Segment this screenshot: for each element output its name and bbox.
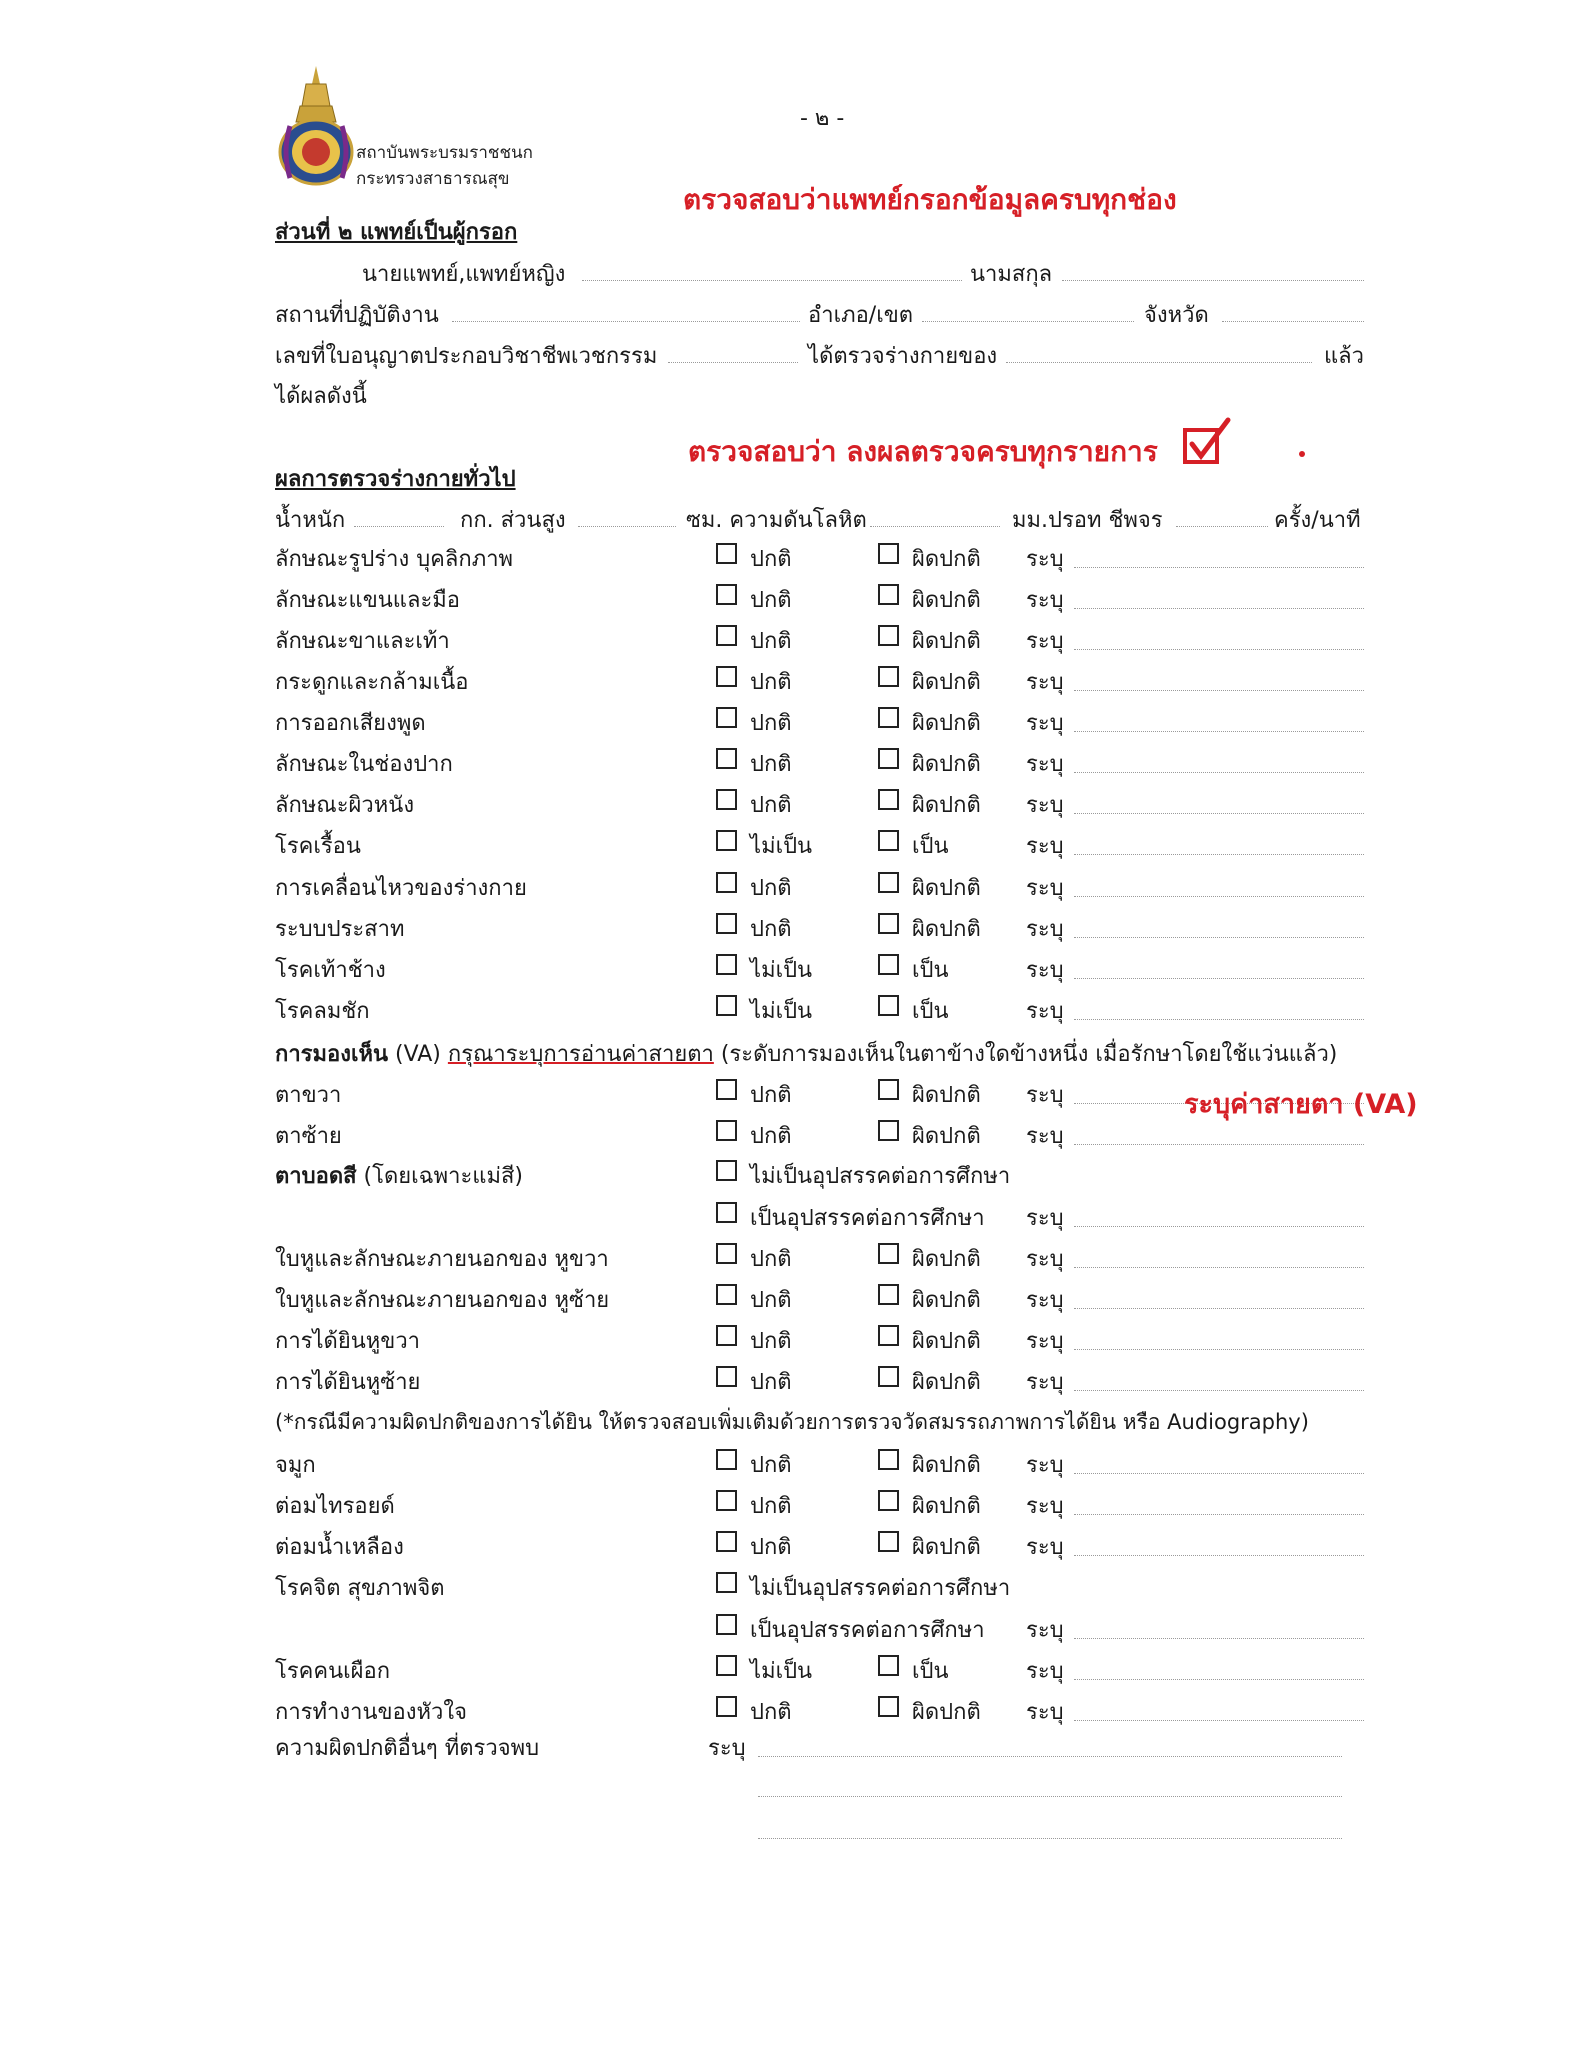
option-label-not-obstacle: ไม่เป็นอุปสรรคต่อการศึกษา	[750, 1164, 1011, 1189]
vision-note: (ระดับการมองเห็นในตาข้างใดข้างหนึ่ง เมื่อรักษาโดยใช้แว่นแล้ว)	[713, 1042, 1338, 1067]
item-label-bones-muscles: กระดูกและกล้ามเนื้อ	[275, 670, 469, 695]
item-label-hearing-right: การได้ยินหูขวา	[275, 1329, 421, 1354]
checkbox-obstacle-15[interactable]	[716, 1202, 737, 1223]
province-label: จังหวัด	[1144, 303, 1209, 328]
specify-field-right-ear[interactable]	[1074, 1267, 1364, 1268]
other-field-3[interactable]	[758, 1838, 1342, 1839]
option-label-normal: ปกติ	[750, 1083, 792, 1108]
option-label-normal: ปกติ	[750, 1329, 792, 1354]
district-field[interactable]	[922, 321, 1134, 322]
specify-label: ระบุ	[1026, 999, 1064, 1024]
item-label-heart: การทำงานของหัวใจ	[275, 1700, 467, 1725]
district-label: อำเภอ/เขต	[808, 303, 914, 328]
item-label-hearing-left: การได้ยินหูซ้าย	[275, 1370, 421, 1395]
checkbox-normal-speech[interactable]	[716, 707, 737, 728]
option-label-have: เป็น	[912, 958, 949, 983]
option-label-normal: ปกติ	[750, 1700, 792, 1725]
option-label-normal: ปกติ	[750, 876, 792, 901]
option-label-normal: ปกติ	[750, 752, 792, 777]
item-label-elephantiasis: โรคเท้าช้าง	[275, 958, 386, 983]
option-label-abnormal: ผิดปกติ	[912, 917, 981, 942]
checkbox-normal-hearing-right[interactable]	[716, 1325, 737, 1346]
item-label-albinism: โรคคนเผือก	[275, 1659, 391, 1684]
height-label: กก. ส่วนสูง	[460, 508, 566, 533]
option-label-abnormal: ผิดปกติ	[912, 670, 981, 695]
section2-title: ส่วนที่ ๒ แพทย์เป็นผู้กรอก	[275, 220, 518, 245]
other-field-2[interactable]	[758, 1796, 1342, 1797]
option-label-abnormal: ผิดปกติ	[912, 711, 981, 736]
option-label-normal: ปกติ	[750, 547, 792, 572]
license-field[interactable]	[668, 362, 798, 363]
specify-label: ระบุ	[1026, 629, 1064, 654]
option-label-abnormal: ผิดปกติ	[912, 752, 981, 777]
checkbox-normal-thyroid[interactable]	[716, 1490, 737, 1511]
checkbox-abnormal-movement[interactable]	[878, 872, 899, 893]
license-label: เลขที่ใบอนุญาตประกอบวิชาชีพเวชกรรม	[275, 344, 658, 369]
item-label-skin: ลักษณะผิวหนัง	[275, 793, 415, 818]
checkbox-normal-skin[interactable]	[716, 789, 737, 810]
option-label-have: เป็น	[912, 1659, 949, 1684]
results-label: ได้ผลดังนี้	[275, 384, 367, 409]
specify-field-row-24[interactable]	[1074, 1638, 1364, 1639]
checkbox-abnormal-lymph[interactable]	[878, 1531, 899, 1552]
checkbox-abnormal-speech[interactable]	[878, 707, 899, 728]
doctor-label: นายแพทย์,แพทย์หญิง	[362, 262, 566, 287]
option-label-abnormal: ผิดปกติ	[912, 1535, 981, 1560]
option-label-abnormal: ผิดปกติ	[912, 588, 981, 613]
checkbox-normal-left-eye[interactable]	[716, 1120, 737, 1141]
province-field[interactable]	[1222, 321, 1364, 322]
specify-field-thyroid[interactable]	[1074, 1514, 1364, 1515]
option-label-abnormal: ผิดปกติ	[912, 629, 981, 654]
checkbox-normal-nervous[interactable]	[716, 913, 737, 934]
option-label-abnormal: ผิดปกติ	[912, 1494, 981, 1519]
option-label-normal: ปกติ	[750, 711, 792, 736]
option-label-have: เป็น	[912, 999, 949, 1024]
checkbox-abnormal-body-shape[interactable]	[878, 543, 899, 564]
item-label-left-ear: ใบหูและลักษณะภายนอกของ หูซ้าย	[275, 1288, 610, 1313]
option-label-abnormal: ผิดปกติ	[912, 793, 981, 818]
workplace-label: สถานที่ปฏิบัติงาน	[275, 303, 439, 328]
agency-line2: กระทรวงสาธารณสุข	[356, 169, 510, 189]
checkbox-normal-legs-feet[interactable]	[716, 625, 737, 646]
specify-field-albinism[interactable]	[1074, 1679, 1364, 1680]
specify-label: ระบุ	[1026, 834, 1064, 859]
specify-field-elephantiasis[interactable]	[1074, 978, 1364, 979]
option-label-not-have: ไม่เป็น	[750, 999, 813, 1024]
specify-field-leprosy[interactable]	[1074, 854, 1364, 855]
specify-label: ระบุ	[1026, 752, 1064, 777]
checkbox-abnormal-nose[interactable]	[878, 1449, 899, 1470]
specify-label: ระบุ	[1026, 876, 1064, 901]
weight-label: น้ำหนัก	[275, 508, 346, 533]
specify-label: ระบุ	[1026, 547, 1064, 572]
item-label-nervous: ระบบประสาท	[275, 917, 405, 942]
specify-label: ระบุ	[1026, 958, 1064, 983]
option-label-normal: ปกติ	[750, 917, 792, 942]
specify-field-legs-feet[interactable]	[1074, 649, 1364, 650]
option-label-normal: ปกติ	[750, 1288, 792, 1313]
checkbox-abnormal-bones-muscles[interactable]	[878, 666, 899, 687]
weight-field[interactable]	[354, 526, 444, 527]
checkbox-normal-heart[interactable]	[716, 1696, 737, 1717]
specify-label: ระบุ	[1026, 1083, 1064, 1108]
option-label-abnormal: ผิดปกติ	[912, 1288, 981, 1313]
checkbox-have-epilepsy[interactable]	[878, 995, 899, 1016]
item-label-leprosy: โรคเรื้อน	[275, 834, 361, 859]
checkbox-obstacle-24[interactable]	[716, 1614, 737, 1635]
specify-field-hearing-right[interactable]	[1074, 1349, 1364, 1350]
checkbox-abnormal-left-ear[interactable]	[878, 1284, 899, 1305]
specify-field-row-15[interactable]	[1074, 1226, 1364, 1227]
doctor-name-field[interactable]	[582, 280, 962, 281]
specify-label: ระบุ	[1026, 1535, 1064, 1560]
surname-label: นามสกุล	[970, 262, 1053, 287]
item-label-legs-feet: ลักษณะขาและเท้า	[275, 629, 450, 654]
option-label-normal: ปกติ	[750, 1453, 792, 1478]
annotation-specify-va: ระบุค่าสายตา (VA)	[1184, 1089, 1418, 1120]
specify-field-arms-hands[interactable]	[1074, 608, 1364, 609]
specify-field-skin[interactable]	[1074, 813, 1364, 814]
checkbox-normal-right-ear[interactable]	[716, 1243, 737, 1264]
option-label-abnormal: ผิดปกติ	[912, 1329, 981, 1354]
annotation-check-results: ตรวจสอบว่า ลงผลตรวจครบทุกรายการ	[688, 435, 1158, 468]
item-label-speech: การออกเสียงพูด	[275, 711, 426, 736]
specify-field-nose[interactable]	[1074, 1473, 1364, 1474]
checkbox-normal-body-shape[interactable]	[716, 543, 737, 564]
specify-label: ระบุ	[1026, 1288, 1064, 1313]
vision-va: (VA)	[388, 1042, 448, 1067]
checkbox-not-have-leprosy[interactable]	[716, 830, 737, 851]
checkbox-not-have-albinism[interactable]	[716, 1655, 737, 1676]
specify-label: ระบุ	[1026, 1453, 1064, 1478]
checkbox-abnormal-thyroid[interactable]	[878, 1490, 899, 1511]
checkbox-abnormal-legs-feet[interactable]	[878, 625, 899, 646]
specify-field-movement[interactable]	[1074, 896, 1364, 897]
specify-label: ระบุ	[1026, 1494, 1064, 1519]
specify-label: ระบุ	[1026, 1659, 1064, 1684]
option-label-obstacle: เป็นอุปสรรคต่อการศึกษา	[750, 1618, 985, 1643]
checkbox-normal-left-ear[interactable]	[716, 1284, 737, 1305]
option-label-not-obstacle: ไม่เป็นอุปสรรคต่อการศึกษา	[750, 1576, 1011, 1601]
item-label-epilepsy: โรคลมชัก	[275, 999, 370, 1024]
vision-label	[275, 1036, 1337, 1071]
specify-label: ระบุ	[1026, 711, 1064, 736]
option-label-abnormal: ผิดปกติ	[912, 1700, 981, 1725]
checkbox-have-leprosy[interactable]	[878, 830, 899, 851]
checkbox-abnormal-heart[interactable]	[878, 1696, 899, 1717]
already-label: แล้ว	[1324, 344, 1365, 369]
hearing-note: (*กรณีมีความผิดปกติของการได้ยิน ให้ตรวจสอบเพิ่มเติมด้วยการตรวจวัดสมรรถภาพการได้ยิน หรือ Audiography)	[275, 1410, 1309, 1434]
crown-emblem-icon	[276, 66, 356, 190]
color-blind-title: ตาบอดสี	[275, 1164, 357, 1189]
option-label-normal: ปกติ	[750, 588, 792, 613]
checkbox-normal-movement[interactable]	[716, 872, 737, 893]
page-number: - ๒ -	[800, 106, 845, 131]
item-label-lymph: ต่อมน้ำเหลือง	[275, 1535, 404, 1560]
option-label-normal: ปกติ	[750, 1247, 792, 1272]
option-label-have: เป็น	[912, 834, 949, 859]
specify-label: ระบุ	[1026, 1124, 1064, 1149]
option-label-abnormal: ผิดปกติ	[912, 547, 981, 572]
item-label-nose: จมูก	[275, 1453, 316, 1478]
checkbox-normal-right-eye[interactable]	[716, 1079, 737, 1100]
option-label-abnormal: ผิดปกติ	[912, 1083, 981, 1108]
per-min-label: ครั้ง/นาที	[1274, 508, 1361, 533]
specify-label: ระบุ	[1026, 793, 1064, 818]
specify-label: ระบุ	[1026, 1370, 1064, 1395]
option-label-not-have: ไม่เป็น	[750, 958, 813, 983]
checkbox-not-have-epilepsy[interactable]	[716, 995, 737, 1016]
option-label-normal: ปกติ	[750, 1494, 792, 1519]
checkbox-not-obstacle-14[interactable]	[716, 1160, 737, 1181]
option-label-not-have: ไม่เป็น	[750, 834, 813, 859]
option-label-normal: ปกติ	[750, 629, 792, 654]
examined-name-field[interactable]	[1006, 362, 1312, 363]
checkbox-abnormal-hearing-left[interactable]	[878, 1366, 899, 1387]
option-label-normal: ปกติ	[750, 670, 792, 695]
specify-field-body-shape[interactable]	[1074, 567, 1364, 568]
item-label-thyroid: ต่อมไทรอยด์	[275, 1494, 395, 1519]
examined-label: ได้ตรวจร่างกายของ	[808, 344, 998, 369]
red-dot	[1299, 451, 1305, 457]
specify-field-mouth[interactable]	[1074, 772, 1364, 773]
checkbox-not-have-elephantiasis[interactable]	[716, 954, 737, 975]
pulse-label: มม.ปรอท ชีพจร	[1012, 508, 1163, 533]
option-label-normal: ปกติ	[750, 1124, 792, 1149]
agency-line1: สถาบันพระบรมราชชนก	[356, 143, 533, 163]
workplace-field[interactable]	[452, 321, 800, 322]
checkbox-abnormal-hearing-right[interactable]	[878, 1325, 899, 1346]
checkbox-normal-mouth[interactable]	[716, 748, 737, 769]
specify-label: ระบุ	[1026, 1247, 1064, 1272]
other-label: ความผิดปกติอื่นๆ ที่ตรวจพบ	[275, 1736, 540, 1761]
specify-field-speech[interactable]	[1074, 731, 1364, 732]
option-label-obstacle: เป็นอุปสรรคต่อการศึกษา	[750, 1206, 985, 1231]
specify-label: ระบุ	[1026, 1206, 1064, 1231]
surname-field[interactable]	[1062, 280, 1364, 281]
checkbox-abnormal-right-ear[interactable]	[878, 1243, 899, 1264]
color-blind-label	[275, 1158, 523, 1193]
bp-field[interactable]	[870, 526, 1000, 527]
specify-field-left-eye[interactable]	[1074, 1144, 1364, 1145]
option-label-not-have: ไม่เป็น	[750, 1659, 813, 1684]
option-label-normal: ปกติ	[750, 1535, 792, 1560]
item-label-mouth: ลักษณะในช่องปาก	[275, 752, 453, 777]
item-label-right-eye: ตาขวา	[275, 1083, 342, 1108]
checkbox-abnormal-mouth[interactable]	[878, 748, 899, 769]
vision-title: การมองเห็น	[275, 1042, 389, 1067]
checkbox-abnormal-left-eye[interactable]	[878, 1120, 899, 1141]
specify-field-nervous[interactable]	[1074, 937, 1364, 938]
specify-label: ระบุ	[1026, 1700, 1064, 1725]
specify-field-epilepsy[interactable]	[1074, 1019, 1364, 1020]
checkbox-not-obstacle-23[interactable]	[716, 1572, 737, 1593]
specify-field-heart[interactable]	[1074, 1720, 1364, 1721]
color-blind-rest: (โดยเฉพาะแม่สี)	[356, 1164, 523, 1189]
red-checkmark-icon	[1182, 416, 1232, 468]
specify-field-bones-muscles[interactable]	[1074, 690, 1364, 691]
checkbox-abnormal-nervous[interactable]	[878, 913, 899, 934]
option-label-abnormal: ผิดปกติ	[912, 1247, 981, 1272]
item-label-arms-hands: ลักษณะแขนและมือ	[275, 588, 460, 613]
pulse-field[interactable]	[1176, 526, 1268, 527]
checkbox-normal-bones-muscles[interactable]	[716, 666, 737, 687]
specify-label: ระบุ	[1026, 588, 1064, 613]
checkbox-normal-nose[interactable]	[716, 1449, 737, 1470]
specify-field-left-ear[interactable]	[1074, 1308, 1364, 1309]
checkbox-have-elephantiasis[interactable]	[878, 954, 899, 975]
specify-label: ระบุ	[1026, 1618, 1064, 1643]
specify-label: ระบุ	[1026, 1329, 1064, 1354]
option-label-abnormal: ผิดปกติ	[912, 1124, 981, 1149]
checkbox-abnormal-skin[interactable]	[878, 789, 899, 810]
vision-note-underlined: กรุณาระบุการอ่านค่าสายตา	[447, 1042, 714, 1067]
item-label-right-ear: ใบหูและลักษณะภายนอกของ หูขวา	[275, 1247, 609, 1272]
specify-label: ระบุ	[1026, 670, 1064, 695]
general-title: ผลการตรวจร่างกายทั่วไป	[275, 467, 516, 492]
specify-field-hearing-left[interactable]	[1074, 1390, 1364, 1391]
checkbox-have-albinism[interactable]	[878, 1655, 899, 1676]
item-label-movement: การเคลื่อนไหวของร่างกาย	[275, 876, 527, 901]
specify-label: ระบุ	[1026, 917, 1064, 942]
option-label-normal: ปกติ	[750, 1370, 792, 1395]
option-label-abnormal: ผิดปกติ	[912, 876, 981, 901]
checkbox-normal-hearing-left[interactable]	[716, 1366, 737, 1387]
annotation-check-fields: ตรวจสอบว่าแพทย์กรอกข้อมูลครบทุกช่อง	[683, 183, 1177, 216]
bp-label: ซม. ความดันโลหิต	[686, 508, 867, 533]
item-label-left-eye: ตาซ้าย	[275, 1124, 342, 1149]
other-specify-label: ระบุ	[708, 1736, 746, 1761]
option-label-normal: ปกติ	[750, 793, 792, 818]
agency-name	[356, 140, 533, 192]
option-label-abnormal: ผิดปกติ	[912, 1453, 981, 1478]
checkbox-normal-arms-hands[interactable]	[716, 584, 737, 605]
specify-field-lymph[interactable]	[1074, 1555, 1364, 1556]
item-label-body-shape: ลักษณะรูปร่าง บุคลิกภาพ	[275, 547, 514, 572]
option-label-abnormal: ผิดปกติ	[912, 1370, 981, 1395]
other-field-1[interactable]	[758, 1756, 1342, 1757]
checkbox-abnormal-arms-hands[interactable]	[878, 584, 899, 605]
height-field[interactable]	[578, 526, 676, 527]
item-label-psychiatric: โรคจิต สุขภาพจิต	[275, 1576, 445, 1601]
checkbox-normal-lymph[interactable]	[716, 1531, 737, 1552]
checkbox-abnormal-right-eye[interactable]	[878, 1079, 899, 1100]
